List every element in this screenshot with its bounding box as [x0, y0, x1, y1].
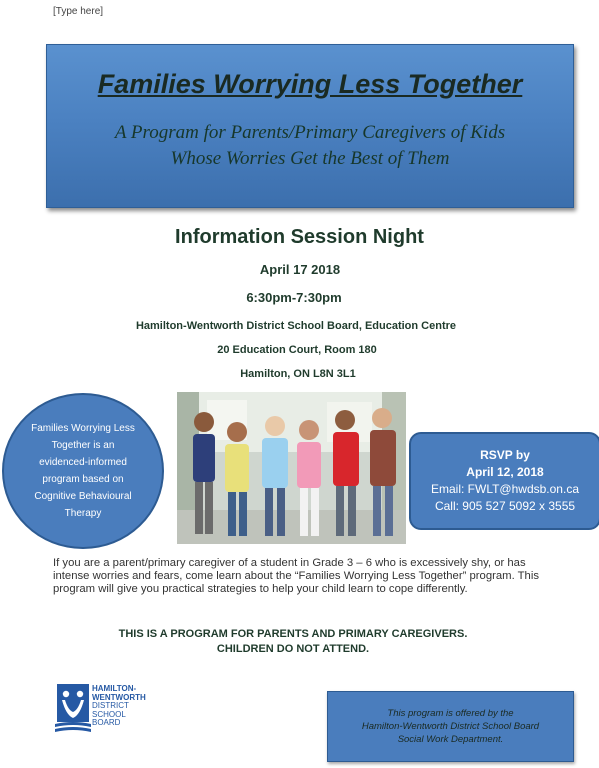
- session-date: April 17 2018: [259, 262, 341, 277]
- rsvp-email[interactable]: Email: FWLT@hwdsb.on.ca: [430, 482, 579, 496]
- notice-line-2: CHILDREN DO NOT ATTEND.: [216, 643, 370, 655]
- logo-line-5: BOARD: [92, 718, 121, 727]
- sponsor-box: [327, 691, 574, 762]
- subtitle-line-2: Whose Worries Get the Best of Them: [170, 148, 450, 169]
- rsvp-deadline: April 12, 2018: [466, 465, 544, 479]
- sponsor-text: [362, 707, 539, 746]
- program-subtitle: [47, 120, 573, 172]
- parents-only-notice: [0, 627, 586, 657]
- session-venue: Hamilton-Wentworth District School Board, Education Centre: [135, 320, 457, 332]
- rsvp-phone: Call: 905 527 5092 x 3555: [434, 499, 576, 513]
- sponsor-line-3: Social Work Department.: [397, 734, 504, 745]
- subtitle-line-1: A Program for Parents/Primary Caregivers of Kids: [114, 122, 506, 143]
- program-description: If you are a parent/primary caregiver of a student in Grade 3 – 6 who is excessively shy, or has intense worries and fears, come learn about the “Families Worrying Less Together” program. This program will give you practical strategies to help your child learn to cope differently.: [53, 557, 539, 595]
- rsvp-heading: RSVP by: [480, 448, 530, 462]
- session-heading: Information Session Night: [175, 226, 424, 248]
- rsvp-box: [409, 432, 599, 530]
- title-banner: [46, 44, 574, 208]
- program-info-text: Families Worrying Less Together is an evidenced-informed program based on Cognitive Behavioural Therapy: [31, 423, 135, 519]
- logo-line-2: WENTWORTH: [92, 692, 146, 702]
- logo-wordmark: [92, 685, 146, 728]
- logo-line-4: SCHOOL: [92, 709, 126, 719]
- program-info-circle: [2, 393, 164, 549]
- program-title: Families Worrying Less Together: [97, 69, 523, 99]
- logo-line-3: DISTRICT: [92, 701, 129, 710]
- sponsor-line-1: This program is offered by the: [387, 708, 514, 719]
- children-group-photo: [177, 392, 406, 544]
- notice-line-1: THIS IS A PROGRAM FOR PARENTS AND PRIMARY CAREGIVERS.: [118, 628, 468, 640]
- sponsor-line-2: Hamilton-Wentworth District School Board: [361, 721, 540, 732]
- session-city: Hamilton, ON L8N 3L1: [240, 368, 356, 380]
- header-placeholder: [Type here]: [53, 6, 104, 17]
- session-address: 20 Education Court, Room 180: [217, 344, 377, 356]
- session-time: 6:30pm-7:30pm: [246, 290, 342, 305]
- logo-line-1: HAMILTON-: [92, 684, 137, 693]
